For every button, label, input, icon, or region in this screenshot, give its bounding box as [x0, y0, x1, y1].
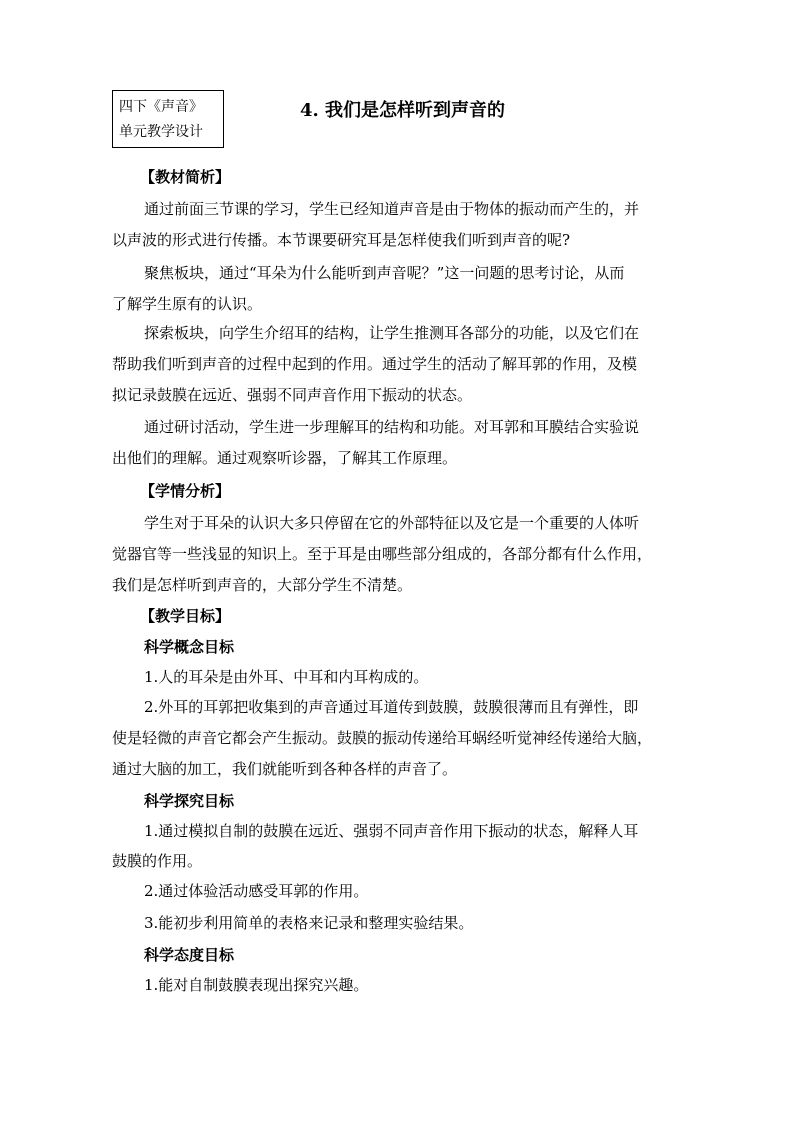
- heading-textbook-analysis: 【教材简析】: [140, 168, 231, 186]
- analysis-p4-line2: 出他们的理解。通过观察听诊器，了解其工作原理。: [112, 449, 458, 467]
- heading-concept-goals: 科学概念目标: [144, 638, 235, 656]
- heading-attitude-goals: 科学态度目标: [144, 946, 235, 964]
- attitude-item-1: 1.能对自制鼓膜表现出探究兴趣。: [144, 976, 369, 994]
- concept-item-2-line1: 2.外耳的耳郭把收集到的声音通过耳道传到鼓膜，鼓膜很薄而且有弹性，即: [144, 698, 639, 716]
- students-p1-line1: 学生对于耳朵的认识大多只停留在它的外部特征以及它是一个重要的人体听: [144, 514, 640, 532]
- page-title: 4. 我们是怎样听到声音的: [300, 100, 506, 121]
- students-p1-line2: 觉器官等一些浅显的知识上。至于耳是由哪些部分组成的，各部分都有什么作用，: [112, 545, 653, 563]
- analysis-p1-line1: 通过前面三节课的学习，学生已经知道声音是由于物体的振动而产生的，并: [144, 200, 640, 218]
- inquiry-item-1-line1: 1.通过模拟自制的鼓膜在远近、强弱不同声音作用下振动的状态，解释人耳: [144, 822, 639, 840]
- inquiry-item-1-line2: 鼓膜的作用。: [112, 852, 203, 870]
- analysis-p3-line2: 帮助我们听到声音的过程中起到的作用。通过学生的活动了解耳郭的作用，及模: [112, 355, 638, 373]
- concept-item-1: 1.人的耳朵是由外耳、中耳和内耳构成的。: [144, 668, 429, 686]
- heading-teaching-goals: 【教学目标】: [140, 607, 231, 625]
- students-p1-line3: 我们是怎样听到声音的，大部分学生不清楚。: [112, 576, 413, 594]
- analysis-p2-line1: 聚焦板块，通过“耳朵为什么能听到声音呢？”这一问题的思考讨论，从而: [144, 264, 625, 282]
- unit-label-line2: 单元教学设计: [119, 124, 203, 140]
- analysis-p3-line3: 拟记录鼓膜在远近、强弱不同声音作用下振动的状态。: [112, 386, 473, 404]
- inquiry-item-3: 3.能初步利用简单的表格来记录和整理实验结果。: [144, 914, 474, 932]
- heading-inquiry-goals: 科学探究目标: [144, 792, 235, 810]
- concept-item-2-line3: 通过大脑的加工，我们就能听到各种各样的声音了。: [112, 760, 458, 778]
- analysis-p4-line1: 通过研讨活动，学生进一步理解耳的结构和功能。对耳郭和耳膜结合实验说: [144, 418, 640, 436]
- analysis-p3-line1: 探索板块，向学生介绍耳的结构，让学生推测耳各部分的功能，以及它们在: [144, 324, 640, 342]
- inquiry-item-2: 2.通过体验活动感受耳郭的作用。: [144, 882, 369, 900]
- concept-item-2-line2: 使是轻微的声音它都会产生振动。鼓膜的振动传递给耳蜗经听觉神经传递给大脑，: [112, 729, 653, 747]
- unit-label-line1: 四下《声音》: [119, 99, 203, 115]
- analysis-p2-line2: 了解学生原有的认识。: [112, 295, 263, 313]
- unit-label-box: [112, 90, 224, 148]
- analysis-p1-line2: 以声波的形式进行传播。本节课要研究耳是怎样使我们听到声音的呢?: [112, 231, 571, 249]
- heading-student-analysis: 【学情分析】: [140, 482, 231, 500]
